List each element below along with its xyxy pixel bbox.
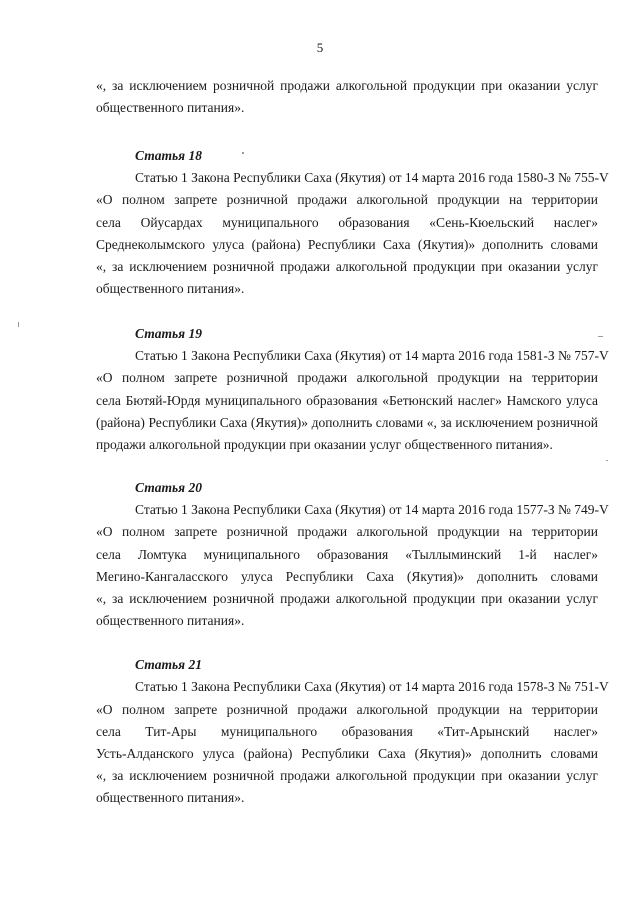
article-heading: Статья 19	[135, 326, 202, 341]
article-heading: Статья 21	[135, 657, 202, 672]
article-line: общественного питания».	[96, 613, 245, 628]
scan-mark	[598, 336, 603, 337]
article-line: Статью 1 Закона Республики Саха (Якутия) от 14 марта 2016 года 1578-З № 751-V	[135, 679, 609, 694]
article-line: Усть-Алданского улуса (района) Республики Саха (Якутия)» дополнить словами	[96, 746, 598, 761]
article-line: «, за исключением розничной продажи алкогольной продукции при оказании услуг	[96, 768, 598, 783]
article-heading: Статья 18	[135, 148, 202, 163]
article-line: общественного питания».	[96, 790, 245, 805]
article-line: Статью 1 Закона Республики Саха (Якутия) от 14 марта 2016 года 1581-З № 757-V	[135, 348, 609, 363]
article-line: общественного питания».	[96, 281, 245, 296]
article-line: села Ломтука муниципального образования «Тыллыминский 1-й наслег»	[96, 547, 598, 562]
article-line: Статью 1 Закона Республики Саха (Якутия) от 14 марта 2016 года 1577-З № 749-V	[135, 502, 609, 517]
scan-mark	[606, 460, 608, 461]
article-line: села Тит-Ары муниципального образования «Тит-Арынский наслег»	[96, 724, 598, 739]
article-line: (района) Республики Саха (Якутия)» дополнить словами «, за исключением розничной	[96, 415, 598, 430]
article-line: «О полном запрете розничной продажи алкогольной продукции на территории	[96, 370, 598, 385]
article-line: «О полном запрете розничной продажи алкогольной продукции на территории	[96, 192, 598, 207]
article-line: «О полном запрете розничной продажи алкогольной продукции на территории	[96, 524, 598, 539]
article-line: «О полном запрете розничной продажи алкогольной продукции на территории	[96, 702, 598, 717]
scan-mark	[18, 322, 19, 327]
article-line: Мегино-Кангаласского улуса Республики Саха (Якутия)» дополнить словами	[96, 569, 598, 584]
article-line: села Ойусардах муниципального образования «Сень-Кюельский наслег»	[96, 215, 598, 230]
scan-mark	[242, 152, 244, 154]
intro-line: общественного питания».	[96, 100, 245, 115]
article-line: «, за исключением розничной продажи алкогольной продукции при оказании услуг	[96, 259, 598, 274]
article-line: «, за исключением розничной продажи алкогольной продукции при оказании услуг	[96, 591, 598, 606]
article-line: Среднеколымского улуса (района) Республики Саха (Якутия)» дополнить словами	[96, 237, 598, 252]
article-line: продажи алкогольной продукции при оказании услуг общественного питания».	[96, 437, 553, 452]
intro-line: «, за исключением розничной продажи алкогольной продукции при оказании услуг	[96, 78, 598, 93]
article-line: села Бютяй-Юрдя муниципального образования «Бетюнский наслег» Намского улуса	[96, 393, 598, 408]
article-line: Статью 1 Закона Республики Саха (Якутия) от 14 марта 2016 года 1580-З № 755-V	[135, 170, 609, 185]
article-heading: Статья 20	[135, 480, 202, 495]
page-number: 5	[316, 40, 324, 55]
